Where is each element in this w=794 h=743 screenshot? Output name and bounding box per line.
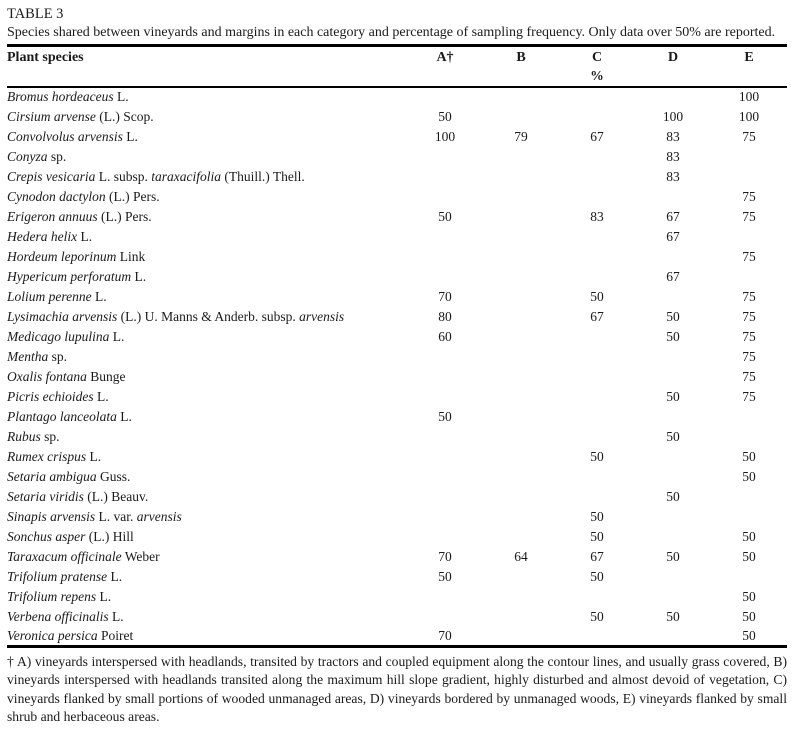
value-cell — [407, 587, 483, 607]
species-cell — [7, 347, 407, 367]
value-cell — [559, 107, 635, 127]
species-name-italic: Picris echioides — [7, 388, 94, 404]
table-row — [7, 327, 787, 347]
species-author-roman: L. — [96, 588, 112, 604]
value-cell — [711, 507, 787, 527]
value-cell — [483, 427, 559, 447]
value-cell — [559, 347, 635, 367]
value-cell: 67 — [590, 308, 604, 324]
species-author-roman: sp. — [47, 148, 67, 164]
unit-row — [7, 68, 787, 87]
species-author-roman: L. — [86, 448, 102, 464]
header-row — [7, 46, 787, 68]
table-row — [7, 367, 787, 387]
value-cell: 50 — [666, 388, 680, 404]
value-cell: 50 — [666, 548, 680, 564]
value-cell — [407, 87, 483, 107]
value-cell: 50 — [742, 468, 756, 484]
table-caption: Species shared between vineyards and margins in each category and percentage of sampling frequency. Only data over 50% are reported. — [7, 25, 776, 40]
species-cell — [7, 507, 407, 527]
value-cell: 50 — [438, 208, 452, 224]
table-row — [7, 407, 787, 427]
species-cell — [7, 327, 407, 347]
value-cell — [483, 587, 559, 607]
value-cell: 83 — [666, 128, 680, 144]
value-cell — [635, 507, 711, 527]
value-cell — [559, 367, 635, 387]
value-cell: 67 — [666, 268, 680, 284]
table-row — [7, 187, 787, 207]
table-label: TABLE 3 — [7, 6, 64, 22]
value-cell: 50 — [590, 608, 604, 624]
table-row — [7, 627, 787, 647]
species-cell — [7, 427, 407, 447]
species-cell — [7, 407, 407, 427]
col-header-species: Plant species — [7, 50, 84, 66]
value-cell: 83 — [666, 148, 680, 164]
value-cell: 50 — [438, 108, 452, 124]
col-header-a: A† — [436, 50, 454, 66]
species-name-italic: Trifolium pratense — [7, 568, 108, 584]
species-cell — [7, 247, 407, 267]
value-cell — [483, 567, 559, 587]
value-cell — [483, 267, 559, 287]
species-cell — [7, 487, 407, 507]
value-cell: 50 — [742, 528, 756, 544]
species-author-roman: L. — [77, 228, 93, 244]
table-row — [7, 127, 787, 147]
value-cell — [407, 247, 483, 267]
value-cell: 50 — [742, 548, 756, 564]
unit-percent-label: % — [559, 68, 635, 87]
species-cell — [7, 207, 407, 227]
value-cell — [483, 187, 559, 207]
value-cell — [483, 227, 559, 247]
value-cell — [559, 587, 635, 607]
value-cell: 50 — [742, 627, 756, 643]
value-cell: 67 — [666, 228, 680, 244]
col-header-e: E — [744, 50, 754, 66]
species-name-italic: arvensis — [136, 508, 182, 524]
value-cell — [407, 507, 483, 527]
value-cell: 60 — [438, 328, 452, 344]
value-cell — [483, 407, 559, 427]
species-name-italic: Verbena officinalis — [7, 608, 109, 624]
species-cell — [7, 147, 407, 167]
value-cell: 50 — [666, 308, 680, 324]
species-cell — [7, 307, 407, 327]
value-cell — [483, 487, 559, 507]
value-cell: 50 — [666, 488, 680, 504]
value-cell — [711, 487, 787, 507]
value-cell — [483, 507, 559, 527]
value-cell: 67 — [666, 208, 680, 224]
species-cell — [7, 127, 407, 147]
species-cell — [7, 607, 407, 627]
species-name-italic: Sonchus asper — [7, 528, 86, 544]
value-cell — [483, 107, 559, 127]
value-cell — [483, 607, 559, 627]
value-cell — [635, 587, 711, 607]
value-cell — [711, 567, 787, 587]
value-cell: 50 — [666, 608, 680, 624]
value-cell: 50 — [590, 528, 604, 544]
species-author-roman: L. — [116, 408, 132, 424]
table-row — [7, 507, 787, 527]
value-cell: 50 — [590, 568, 604, 584]
value-cell: 50 — [666, 328, 680, 344]
col-header-b: B — [516, 50, 526, 66]
unit-cell — [711, 68, 787, 87]
value-cell: 50 — [742, 448, 756, 464]
value-cell — [559, 247, 635, 267]
species-cell — [7, 107, 407, 127]
value-cell: 80 — [438, 308, 452, 324]
species-author-roman: L. — [109, 328, 125, 344]
value-cell: 64 — [514, 548, 528, 564]
table-row — [7, 547, 787, 567]
value-cell — [407, 447, 483, 467]
unit-cell — [483, 68, 559, 87]
value-cell: 70 — [438, 627, 452, 643]
value-cell: 70 — [438, 288, 452, 304]
value-cell — [559, 487, 635, 507]
value-cell: 50 — [742, 608, 756, 624]
value-cell — [483, 87, 559, 107]
value-cell: 100 — [434, 128, 456, 144]
species-cell — [7, 167, 407, 187]
species-name-italic: Setaria viridis — [7, 488, 84, 504]
value-cell — [711, 407, 787, 427]
value-cell — [635, 527, 711, 547]
value-cell — [559, 87, 635, 107]
species-cell — [7, 87, 407, 107]
species-author-roman: L. — [93, 388, 109, 404]
value-cell: 70 — [438, 548, 452, 564]
value-cell: 67 — [590, 128, 604, 144]
species-name-italic: Hordeum leporinum — [7, 248, 117, 264]
species-cell — [7, 567, 407, 587]
value-cell: 75 — [742, 308, 756, 324]
species-name-italic: Conyza — [7, 148, 48, 164]
table-row — [7, 307, 787, 327]
value-cell: 83 — [666, 168, 680, 184]
species-cell — [7, 387, 407, 407]
table-row — [7, 427, 787, 447]
table-row — [7, 487, 787, 507]
value-cell: 100 — [662, 108, 684, 124]
species-cell — [7, 467, 407, 487]
value-cell — [483, 467, 559, 487]
value-cell — [407, 187, 483, 207]
species-name-italic: Erigeron annuus — [7, 208, 98, 224]
species-author-roman: sp. — [48, 348, 68, 364]
value-cell — [483, 287, 559, 307]
col-header-c: C — [591, 50, 603, 66]
species-author-roman: (Thuill.) Thell. — [221, 168, 305, 184]
species-name-italic: taraxacifolia — [151, 168, 222, 184]
value-cell — [559, 627, 635, 647]
value-cell — [483, 627, 559, 647]
value-cell — [559, 427, 635, 447]
value-cell — [483, 247, 559, 267]
value-cell — [407, 487, 483, 507]
species-author-roman: Poiret — [97, 627, 134, 643]
value-cell: 100 — [738, 89, 760, 104]
species-name-italic: Taraxacum officinale — [7, 548, 122, 564]
value-cell — [635, 347, 711, 367]
species-cell — [7, 627, 407, 647]
value-cell — [635, 187, 711, 207]
value-cell — [635, 467, 711, 487]
value-cell — [711, 147, 787, 167]
value-cell — [559, 387, 635, 407]
value-cell — [407, 347, 483, 367]
value-cell — [407, 527, 483, 547]
value-cell: 75 — [742, 328, 756, 344]
species-name-italic: Convolvolus arvensis — [7, 128, 123, 144]
value-cell — [635, 627, 711, 647]
value-cell: 100 — [738, 108, 760, 124]
value-cell — [711, 427, 787, 447]
value-cell — [635, 287, 711, 307]
value-cell — [483, 367, 559, 387]
col-header-d: D — [667, 50, 679, 66]
species-name-italic: Crepis vesicaria — [7, 168, 96, 184]
table-row — [7, 227, 787, 247]
table-row — [7, 267, 787, 287]
species-name-italic: Sinapis arvensis — [7, 508, 96, 524]
value-cell — [483, 447, 559, 467]
value-cell: 75 — [742, 368, 756, 384]
value-cell: 75 — [742, 288, 756, 304]
value-cell — [483, 307, 559, 327]
table-row — [7, 607, 787, 627]
table-row — [7, 207, 787, 227]
species-name-italic: Bromus hordeaceus — [7, 89, 114, 104]
value-cell: 75 — [742, 248, 756, 264]
value-cell: 75 — [742, 208, 756, 224]
species-name-italic: Medicago lupulina — [7, 328, 110, 344]
table-row — [7, 527, 787, 547]
species-author-roman: Bunge — [86, 368, 126, 384]
species-author-roman: L. — [108, 608, 124, 624]
value-cell — [407, 367, 483, 387]
species-author-roman: L. — [107, 568, 123, 584]
species-cell — [7, 587, 407, 607]
species-author-roman: (L.) U. Manns & Anderb. subsp. — [117, 308, 300, 324]
table-row — [7, 447, 787, 467]
species-name-italic: Plantago lanceolata — [7, 408, 117, 424]
value-cell: 75 — [742, 388, 756, 404]
species-author-roman: (L.) Pers. — [97, 208, 152, 224]
species-author-roman: Link — [116, 248, 146, 264]
table-footnote: † A) vineyards interspersed with headlands, transited by tractors and coupled equipment along the contour lines, and usually grass covered, B) vineyards interspersed with headlands transited along the maximum hill slope gradient, highly disturbed and almost devoid of vegetation, C) vineyards flanked by small portions of wooded unmanaged areas, D) vineyards bordered by unmanaged woods, E) vineyards flanked by small shrub and herbaceous areas. — [7, 654, 787, 725]
species-author-roman: L. — [113, 89, 129, 104]
value-cell — [635, 367, 711, 387]
value-cell: 50 — [590, 448, 604, 464]
species-cell — [7, 187, 407, 207]
value-cell — [559, 227, 635, 247]
species-name-italic: Lysimachia arvensis — [7, 308, 118, 324]
species-name-italic: Oxalis fontana — [7, 368, 87, 384]
table-row — [7, 287, 787, 307]
value-cell — [407, 267, 483, 287]
value-cell — [711, 227, 787, 247]
value-cell — [483, 207, 559, 227]
value-cell — [407, 167, 483, 187]
value-cell — [559, 147, 635, 167]
species-author-roman: Weber — [121, 548, 160, 564]
value-cell — [559, 327, 635, 347]
species-author-roman: Guss. — [96, 468, 131, 484]
table-row — [7, 107, 787, 127]
table-row — [7, 347, 787, 367]
species-name-italic: Hypericum perforatum — [7, 268, 132, 284]
value-cell: 50 — [438, 408, 452, 424]
value-cell: 67 — [590, 548, 604, 564]
species-author-roman: (L.) Hill — [85, 528, 134, 544]
value-cell — [407, 387, 483, 407]
value-cell: 75 — [742, 128, 756, 144]
species-name-italic: Hedera helix — [7, 228, 78, 244]
species-author-roman: L. — [122, 128, 138, 144]
species-name-italic: Cirsium arvense — [7, 108, 96, 124]
species-cell — [7, 447, 407, 467]
value-cell: 50 — [590, 508, 604, 524]
value-cell — [407, 467, 483, 487]
value-cell — [559, 407, 635, 427]
value-cell: 50 — [666, 428, 680, 444]
species-frequency-table — [7, 44, 787, 648]
table-row — [7, 467, 787, 487]
value-cell — [635, 407, 711, 427]
value-cell: 50 — [590, 288, 604, 304]
species-cell — [7, 267, 407, 287]
table-row — [7, 247, 787, 267]
species-name-italic: Rubus — [7, 428, 41, 444]
unit-cell — [407, 68, 483, 87]
unit-cell — [635, 68, 711, 87]
value-cell — [407, 427, 483, 447]
value-cell — [635, 447, 711, 467]
species-name-italic: Cynodon dactylon — [7, 188, 106, 204]
table-row — [7, 167, 787, 187]
value-cell — [407, 607, 483, 627]
species-cell — [7, 227, 407, 247]
species-author-roman: (L.) Scop. — [95, 108, 154, 124]
unit-cell — [7, 68, 407, 87]
value-cell: 75 — [742, 348, 756, 364]
table-row — [7, 567, 787, 587]
value-cell — [635, 567, 711, 587]
value-cell — [711, 167, 787, 187]
species-cell — [7, 527, 407, 547]
value-cell: 50 — [742, 588, 756, 604]
value-cell: 75 — [742, 188, 756, 204]
value-cell — [559, 167, 635, 187]
value-cell — [635, 247, 711, 267]
species-author-roman: L. subsp. — [95, 168, 152, 184]
value-cell — [407, 227, 483, 247]
species-name-italic: Trifolium repens — [7, 588, 97, 604]
species-name-italic: Lolium perenne — [7, 288, 92, 304]
value-cell — [483, 527, 559, 547]
value-cell — [559, 187, 635, 207]
table-row — [7, 87, 787, 107]
table-body — [7, 87, 787, 647]
value-cell — [483, 347, 559, 367]
value-cell — [559, 467, 635, 487]
species-name-italic: arvensis — [299, 308, 345, 324]
species-cell — [7, 287, 407, 307]
species-author-roman: L. — [91, 288, 107, 304]
value-cell — [483, 387, 559, 407]
value-cell — [711, 267, 787, 287]
value-cell — [559, 267, 635, 287]
species-name-italic: Setaria ambigua — [7, 468, 97, 484]
species-name-italic: Veronica persica — [7, 627, 98, 643]
table-row — [7, 387, 787, 407]
table-head — [7, 46, 787, 87]
species-author-roman: sp. — [40, 428, 60, 444]
species-name-italic: Rumex crispus — [7, 448, 87, 464]
table-row — [7, 147, 787, 167]
value-cell — [483, 147, 559, 167]
table-row — [7, 587, 787, 607]
value-cell — [483, 167, 559, 187]
value-cell: 79 — [514, 128, 528, 144]
value-cell — [483, 327, 559, 347]
value-cell — [407, 147, 483, 167]
species-author-roman: (L.) Beauv. — [83, 488, 149, 504]
species-author-roman: (L.) Pers. — [105, 188, 160, 204]
species-cell — [7, 367, 407, 387]
species-name-italic: Mentha — [7, 348, 49, 364]
species-author-roman: L. — [131, 268, 147, 284]
value-cell: 83 — [590, 208, 604, 224]
value-cell — [635, 87, 711, 107]
species-author-roman: L. var. — [95, 508, 137, 524]
species-cell — [7, 547, 407, 567]
value-cell: 50 — [438, 568, 452, 584]
